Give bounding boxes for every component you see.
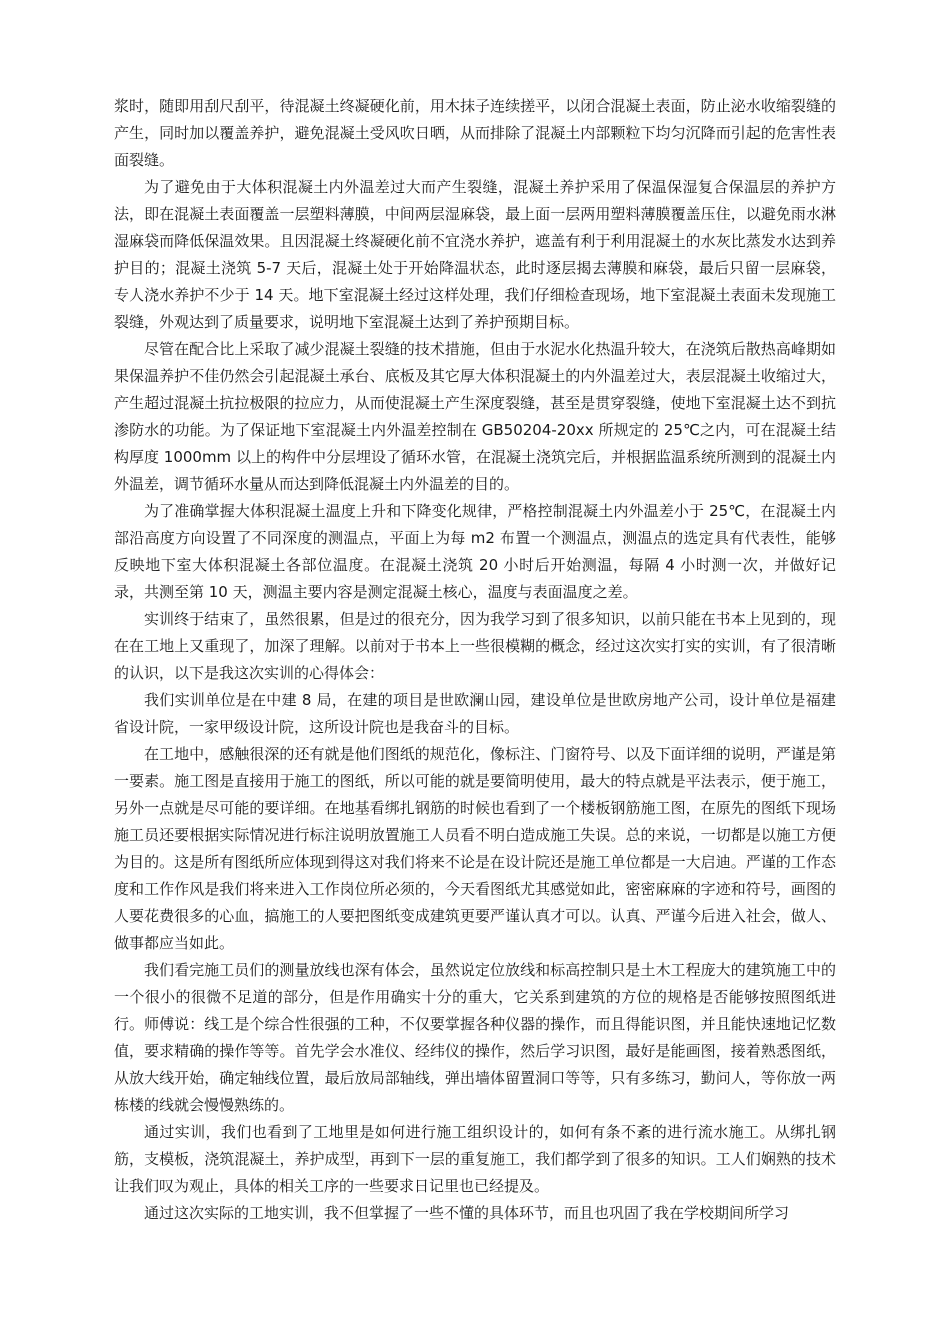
paragraph-8: 我们看完施工员们的测量放线也深有体会，虽然说定位放线和标高控制只是土木工程庞大的建筑施工中的一个很小的很微不足道的部分，但是作用确实十分的重大，它关系到建筑的方位的规格是否能够按照图纸进行。师傅说：线工是个综合性很强的工种，不仅要掌握各种仪器的操作，而且得能识图，并且能快速地记忆数值，要求精确的操作等等。首先学会水准仪、经纬仪的操作，然后学习识图，最好是能画图，接着熟悉图纸，从放大线开始，确定轴线位置，最后放局部轴线，弹出墙体留置洞口等等，只有多练习，勤问人，等你放一两栋楼的线就会慢慢熟练的。 bbox=[114, 961, 836, 1114]
paragraph-6: 我们实训单位是在中建 8 局，在建的项目是世欧澜山园，建设单位是世欧房地产公司，设计单位是福建省设计院，一家甲级设计院，这所设计院也是我奋斗的目标。 bbox=[114, 691, 836, 736]
paragraph-7: 在工地中，感触很深的还有就是他们图纸的规范化，像标注、门窗符号、以及下面详细的说明，严谨是第一要素。施工图是直接用于施工的图纸，所以可能的就是要简明使用，最大的特点就是平法表示，便于施工，另外一点就是尽可能的要详细。在地基看绑扎钢筋的时候也看到了一个楼板钢筋施工图，在原先的图纸下现场施工员还要根据实际情况进行标注说明放置施工人员看不明白造成施工失误。总的来说，一切都是以施工方便为目的。这是所有图纸所应体现到得这对我们将来不论是在设计院还是施工单位都是一大启迪。严谨的工作态度和工作作风是我们将来进入工作岗位所必须的，今天看图纸尤其感觉如此，密密麻麻的字迹和符号，画图的人要花费很多的心血，搞施工的人要把图纸变成建筑更要严谨认真才可以。认真、严谨今后进入社会，做人、做事都应当如此。 bbox=[114, 745, 836, 952]
paragraph-10: 通过这次实际的工地实训，我不但掌握了一些不懂的具体环节，而且也巩固了我在学校期间所学习 bbox=[144, 1204, 790, 1222]
paragraph-5: 实训终于结束了，虽然很累，但是过的很充分，因为我学习到了很多知识，以前只能在书本上见到的，现在在工地上又重现了，加深了理解。以前对于书本上一些很模糊的概念，经过这次实打实的实训，有了很清晰的认识，以下是我这次实训的心得体会： bbox=[114, 610, 836, 682]
paragraph-4: 为了准确掌握大体积混凝土温度上升和下降变化规律，严格控制混凝土内外温差小于 25℃，在混凝土内部沿高度方向设置了不同深度的测温点，平面上为每 m2 布置一个测温点，测温点的选定具有代表性，能够反映地下室大体积混凝土各部位温度。在混凝土浇筑 20 小时后开始测温，每隔 4 小时测一次，并做好记录，共测至第 10 天，测温主要内容是测定混凝土核心，温度与表面温度之差。 bbox=[114, 502, 836, 601]
paragraph-1: 浆时，随即用刮尺刮平，待混凝土终凝硬化前，用木抹子连续搓平，以闭合混凝土表面，防止泌水收缩裂缝的产生，同时加以覆盖养护，避免混凝土受风吹日晒，从而排除了混凝土内部颗粒下均匀沉降而引起的危害性表面裂缝。 bbox=[114, 97, 836, 169]
paragraph-3: 尽管在配合比上采取了减少混凝土裂缝的技术措施，但由于水泥水化热温升较大，在浇筑后散热高峰期如果保温养护不佳仍然会引起混凝土承台、底板及其它厚大体积混凝土的内外温差过大，表层混凝土收缩过大，产生超过混凝土抗拉极限的拉应力，从而使混凝土产生深度裂缝，甚至是贯穿裂缝，使地下室混凝土达不到抗渗防水的功能。为了保证地下室混凝土内外温差控制在 GB50204-20xx 所规定的 25℃之内，可在混凝土结构厚度 1000mm 以上的构件中分层埋设了循环水管，在混凝土浇筑完后，并根据监温系统所测到的混凝土内外温差，调节循环水量从而达到降低混凝土内外温差的目的。 bbox=[114, 340, 836, 493]
document-body bbox=[114, 93, 836, 1227]
paragraph-9: 通过实训，我们也看到了工地里是如何进行施工组织设计的，如何有条不紊的进行流水施工。从绑扎钢筋，支模板，浇筑混凝土，养护成型，再到下一层的重复施工，我们都学到了很多的知识。工人们娴熟的技术让我们叹为观止，具体的相关工序的一些要求日记里也已经提及。 bbox=[114, 1123, 836, 1195]
paragraph-2: 为了避免由于大体积混凝土内外温差过大而产生裂缝，混凝土养护采用了保温保湿复合保温层的养护方法，即在混凝土表面覆盖一层塑料薄膜，中间两层湿麻袋，最上面一层两用塑料薄膜覆盖压住，以避免雨水淋湿麻袋而降低保温效果。且因混凝土终凝硬化前不宜浇水养护，遮盖有利于利用混凝土的水灰比蒸发水达到养护目的；混凝土浇筑 5-7 天后，混凝土处于开始降温状态，此时逐层揭去薄膜和麻袋，最后只留一层麻袋，专人浇水养护不少于 14 天。地下室混凝土经过这样处理，我们仔细检查现场，地下室混凝土表面未发现施工裂缝，外观达到了质量要求，说明地下室混凝土达到了养护预期目标。 bbox=[114, 178, 836, 331]
